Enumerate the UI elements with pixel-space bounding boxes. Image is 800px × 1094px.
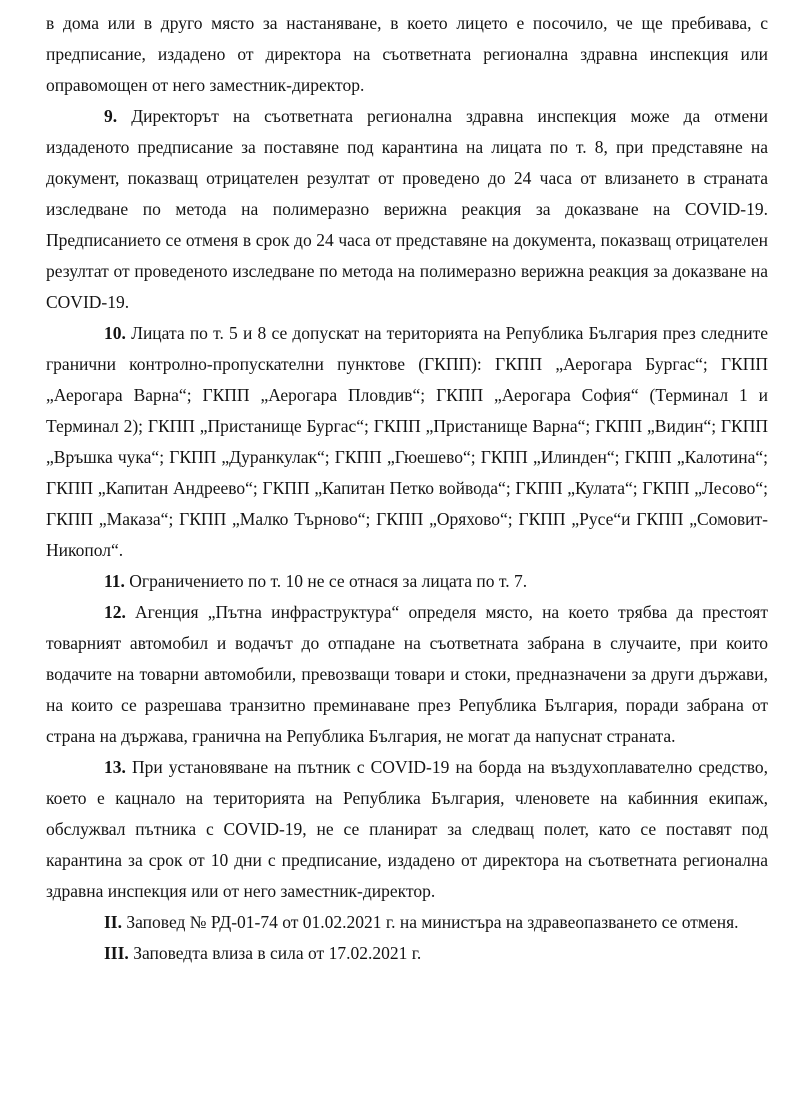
document-page — [46, 8, 768, 969]
paragraph-text: Заповедта влиза в сила от 17.02.2021 г. — [133, 943, 422, 963]
paragraph-10 — [46, 318, 768, 566]
paragraph-text: Ограничението по т. 10 не се отнася за лицата по т. 7. — [129, 571, 528, 591]
paragraph-text: Заповед № РД-01-74 от 01.02.2021 г. на министъра на здравеопазването се отменя. — [126, 912, 739, 932]
paragraph-text: в дома или в друго място за настаняване, в което лицето е посочило, че ще пребивава, с предписание, издадено от директора на съответната регионална здравна инспекция или оправомощен от него заместник-директор. — [46, 13, 768, 95]
paragraph-text: Директорът на съответната регионална здравна инспекция може да отмени издаденото предписание за поставяне под карантина на лицата по т. 8, при представяне на документ, показващ отрицателен резултат от проведено до 24 часа от влизането в страната изследване по метода на полимеразно верижна реакция за доказване на COVID-19. Предписанието се отменя в срок до 24 часа от представяне на документа, показващ отрицателен резултат от проведеното изследване по метода на полимеразно верижна реакция за доказване на COVID-19. — [46, 106, 769, 312]
paragraph-number: 13. — [104, 757, 126, 777]
paragraph-number: 10. — [104, 323, 126, 343]
paragraph-11 — [46, 566, 768, 597]
paragraph-text: При установяване на пътник с COVID-19 на борда на въздухоплавателно средство, което е кацнало на територията на Република България, членовете на кабинния екипаж, обслужвал пътника с COVID-19, не се планират за следващ полет, като се поставят под карантина за срок от 10 дни с предписание, издадено от директора на съответната регионална здравна инспекция или от него заместник-директор. — [46, 757, 768, 901]
paragraph-number: II. — [104, 912, 122, 932]
paragraph-number: 11. — [104, 571, 125, 591]
paragraph-III — [46, 938, 768, 969]
paragraph-text: Лицата по т. 5 и 8 се допускат на територията на Република България през следните гранични контролно-пропускателни пунктове (ГКПП): ГКПП „Аерогара Бургас“; ГКПП „Аерогара Варна“; ГКПП „Аерогара Пловдив“; ГКПП „Аерогара София“ (Терминал 1 и Терминал 2); ГКПП „Пристанище Бургас“; ГКПП „Пристанище Варна“; ГКПП „Видин“; ГКПП „Връшка чука“; ГКПП „Дуранкулак“; ГКПП „Гюешево“; ГКПП „Илинден“; ГКПП „Калотина“; ГКПП „Капитан Андреево“; ГКПП „Капитан Петко войвода“; ГКПП „Кулата“; ГКПП „Лесово“; ГКПП „Маказа“; ГКПП „Малко Търново“; ГКПП „Оряхово“; ГКПП „Русе“и ГКПП „Сомовит-Никопол“. — [46, 323, 769, 560]
paragraph-text: Агенция „Пътна инфраструктура“ определя място, на което трябва да престоят товарният автомобил и водачът до отпадане на съответната забрана в случаите, при които водачите на товарни автомобили, превозващи товари и стоки, предназначени за други държави, на които се разрешава транзитно преминаване през Република България, поради забрана от страна на държава, гранична на Република България, не могат да напуснат страната. — [46, 602, 769, 746]
paragraph-number: 12. — [104, 602, 126, 622]
paragraph-9 — [46, 101, 768, 318]
paragraph-continuation — [46, 8, 768, 101]
paragraph-II — [46, 907, 768, 938]
paragraph-13 — [46, 752, 768, 907]
paragraph-12 — [46, 597, 768, 752]
paragraph-number: III. — [104, 943, 129, 963]
paragraph-number: 9. — [104, 106, 118, 126]
